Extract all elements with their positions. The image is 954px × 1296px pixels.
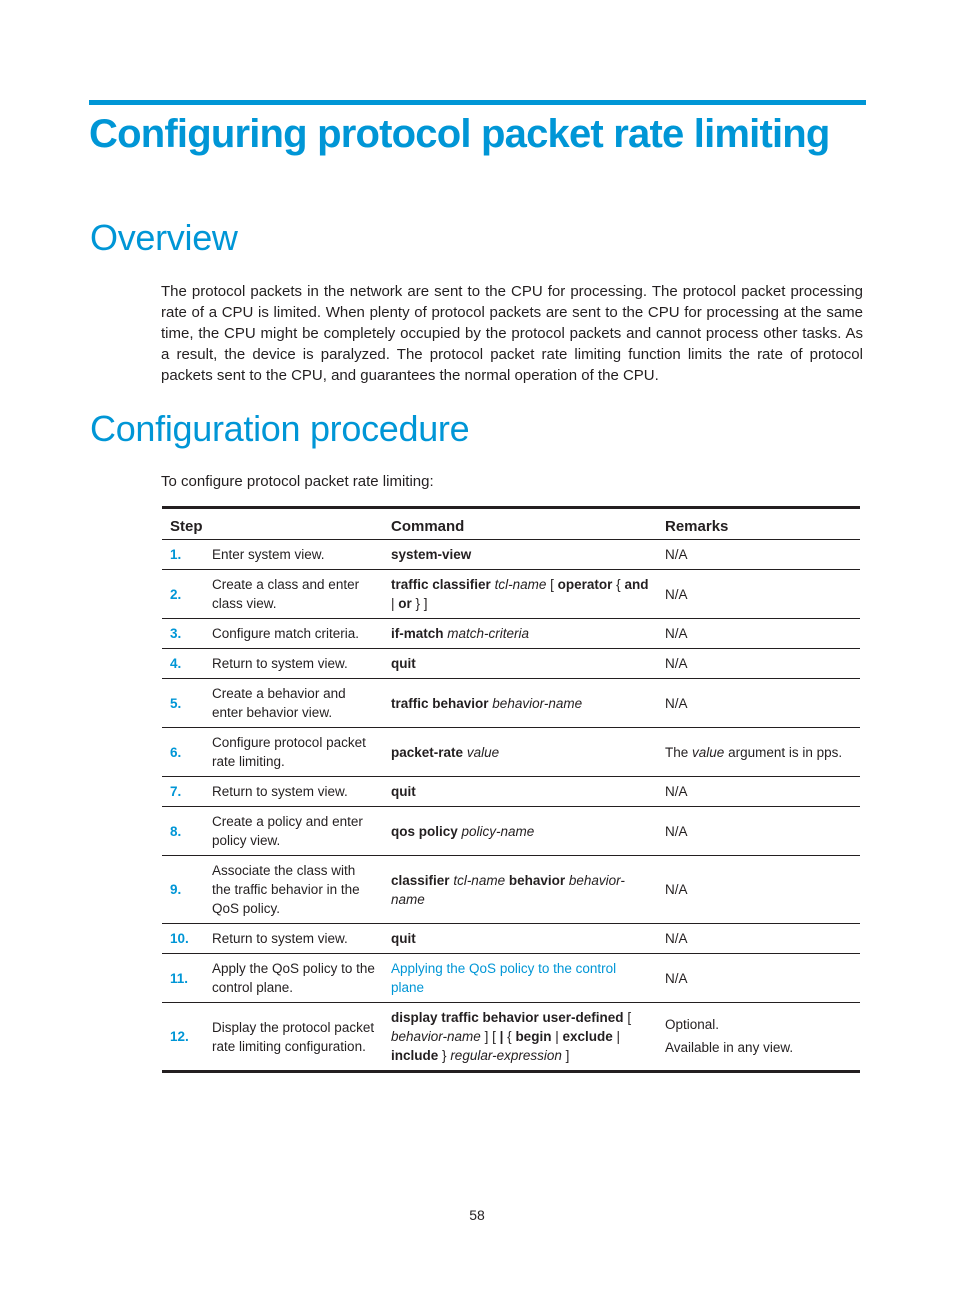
command-argument: behavior-name: [492, 695, 583, 711]
remarks-optional: Optional.: [665, 1016, 720, 1032]
command-keyword: display traffic behavior user-defined: [391, 1010, 624, 1025]
step-command: [383, 856, 657, 924]
step-remarks: N/A: [657, 649, 860, 679]
command-keyword: exclude: [562, 1029, 613, 1044]
command-syntax: |: [616, 1029, 621, 1044]
table-row: [162, 619, 860, 649]
step-remarks: N/A: [657, 924, 860, 954]
command-syntax: ]: [565, 1048, 570, 1063]
step-description: Configure match criteria.: [204, 619, 383, 649]
step-remarks: N/A: [657, 619, 860, 649]
command-keyword: classifier: [391, 872, 450, 888]
command-syntax: }: [442, 1048, 447, 1063]
step-number: 1.: [162, 540, 204, 570]
overview-heading: Overview: [90, 217, 238, 258]
table-row: [162, 540, 860, 570]
table-row: [162, 649, 860, 679]
command-keyword: traffic classifier: [391, 577, 491, 592]
column-header-remarks: Remarks: [657, 508, 860, 540]
table-row: [162, 570, 860, 619]
step-number: 9.: [162, 856, 204, 924]
step-description: Return to system view.: [204, 924, 383, 954]
step-number: 6.: [162, 728, 204, 777]
step-remarks: N/A: [657, 856, 860, 924]
command-syntax: {: [616, 577, 621, 592]
step-number: 8.: [162, 807, 204, 856]
step-number: 12.: [170, 1029, 189, 1044]
table-row: [162, 777, 860, 807]
step-number: 10.: [162, 924, 204, 954]
step-remarks: N/A: [657, 540, 860, 570]
remarks-available: Available in any view.: [665, 1039, 794, 1055]
command-keyword: include: [391, 1048, 439, 1063]
remarks-argument: value: [692, 744, 725, 760]
table-row: [162, 807, 860, 856]
command-argument: policy-name: [461, 823, 535, 839]
step-command: [383, 679, 657, 728]
command-keyword: |: [499, 1029, 504, 1044]
command-syntax: [: [627, 1010, 632, 1025]
step-command: [383, 807, 657, 856]
step-command: [383, 619, 657, 649]
step-number: 7.: [162, 777, 204, 807]
chapter-title: Configuring protocol packet rate limiting: [89, 112, 830, 156]
table-header-row: [162, 508, 860, 540]
table-row: [162, 1003, 860, 1072]
step-command: [383, 954, 657, 1003]
command-argument: regular-expression: [450, 1048, 562, 1063]
command-keyword: begin: [515, 1029, 552, 1044]
command-keyword: qos policy: [391, 823, 458, 839]
step-remarks: N/A: [657, 777, 860, 807]
step-command: [383, 777, 657, 807]
command-argument: tcl-name: [453, 872, 506, 888]
command-keyword: quit: [391, 931, 416, 946]
step-description: Return to system view.: [204, 777, 383, 807]
procedure-intro: To configure protocol packet rate limiting:: [161, 473, 434, 490]
step-command: [383, 649, 657, 679]
command-syntax: {: [507, 1029, 512, 1044]
remarks-text: The: [665, 744, 689, 760]
step-remarks: N/A: [657, 570, 860, 619]
command-argument: tcl-name: [494, 577, 547, 592]
command-keyword: traffic behavior: [391, 695, 489, 711]
procedure-heading: Configuration procedure: [90, 408, 470, 449]
command-argument: value: [466, 744, 500, 760]
command-keyword: quit: [391, 656, 416, 671]
step-number: 5.: [162, 679, 204, 728]
step-description: Apply the QoS policy to the control plane.: [204, 954, 383, 1003]
remarks-text: argument is in pps.: [728, 744, 843, 760]
command-keyword: if-match: [391, 626, 444, 641]
step-description: Create a policy and enter policy view.: [204, 807, 383, 856]
column-header-command: Command: [383, 508, 657, 540]
step-description: Configure protocol packet rate limiting.: [204, 728, 383, 777]
table-row: [162, 924, 860, 954]
command-keyword: quit: [391, 784, 416, 799]
command-syntax: ] [: [484, 1029, 496, 1044]
command-keyword: operator: [557, 577, 613, 592]
step-command: [383, 728, 657, 777]
applying-qos-policy-link[interactable]: Applying the QoS policy to the control plane: [391, 961, 617, 995]
step-description: Return to system view.: [204, 649, 383, 679]
command-syntax: |: [555, 1029, 559, 1044]
command-keyword: or: [398, 596, 412, 611]
command-syntax: [: [550, 577, 554, 592]
step-command: [383, 540, 657, 570]
command-argument: behavior-name: [391, 1029, 481, 1044]
step-command: [383, 1003, 657, 1072]
table-row: [162, 728, 860, 777]
table-row: [162, 856, 860, 924]
step-remarks: N/A: [657, 954, 860, 1003]
step-remarks: [657, 1003, 860, 1072]
command-argument: behavior-name: [391, 872, 625, 907]
step-remarks: N/A: [657, 679, 860, 728]
step-command: [383, 570, 657, 619]
step-description: Create a behavior and enter behavior view.: [204, 679, 383, 728]
overview-paragraph: The protocol packets in the network are sent to the CPU for processing. The protocol packet processing rate of a CPU is limited. When plenty of protocol packets are sent to the CPU for processing at the same time, the CPU might be completely occupied by the protocol packets and cannot process other tasks. As a result, the device is paralyzed. The protocol packet rate limiting function limits the rate of protocol packets sent to the CPU, and guarantees the normal operation of the CPU.: [161, 283, 863, 384]
step-description: Display the protocol packet rate limiting configuration.: [212, 1019, 375, 1054]
step-number: 3.: [162, 619, 204, 649]
command-keyword: behavior: [508, 872, 566, 888]
command-keyword: system-view: [391, 547, 472, 562]
step-remarks: N/A: [657, 807, 860, 856]
step-number: 2.: [162, 570, 204, 619]
command-syntax: |: [391, 596, 395, 611]
page-number: 58: [469, 1207, 485, 1223]
chapter-top-rule: [89, 100, 866, 105]
procedure-table: [162, 506, 860, 1073]
step-description: Create a class and enter class view.: [204, 570, 383, 619]
command-keyword: and: [624, 577, 649, 592]
step-command: [383, 924, 657, 954]
step-number: 11.: [162, 954, 204, 1003]
command-keyword: packet-rate: [391, 744, 464, 760]
command-argument: match-criteria: [447, 626, 530, 641]
command-syntax: } ]: [415, 596, 428, 611]
step-remarks: [657, 728, 860, 777]
table-row: [162, 954, 860, 1003]
step-description: Associate the class with the traffic behavior in the QoS policy.: [204, 856, 383, 924]
step-number: 4.: [162, 649, 204, 679]
column-header-step: Step: [162, 508, 383, 540]
step-description: Enter system view.: [204, 540, 383, 570]
table-row: [162, 679, 860, 728]
